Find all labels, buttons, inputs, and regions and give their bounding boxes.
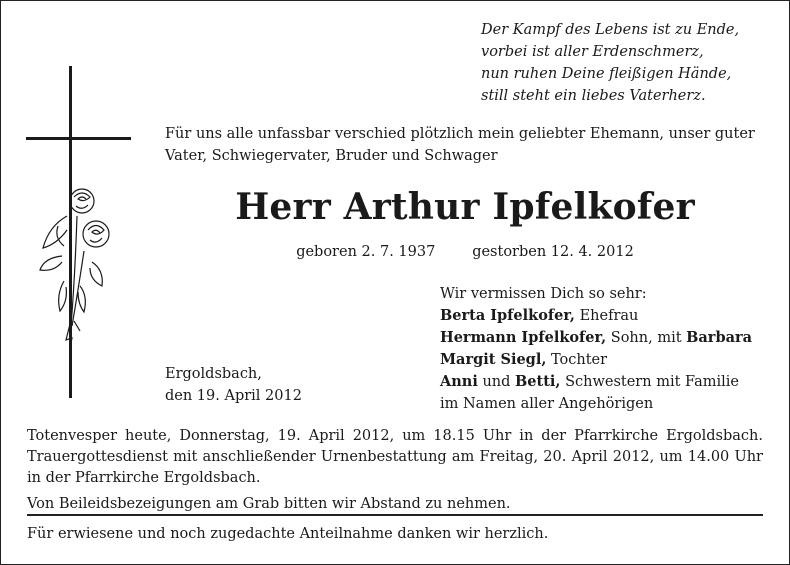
poem	[481, 19, 771, 107]
mourner-relation: Schwestern mit Familie	[560, 374, 739, 390]
mourner-relation: Tochter	[546, 352, 608, 368]
thanks-text: Für erwiesene und noch zugedachte Anteilnahme danken wir herzlich.	[27, 526, 549, 542]
service-text: Totenvesper heute, Donnerstag, 19. April 2012, um 18.15 Uhr in der Pfarrkirche Ergoldsbach. Trauergottesdienst mit anschließender Urnenbestattung am Freitag, 20. April 2012, um 14.00 Uhr in der Pfarrkirche Ergoldsbach.	[27, 428, 763, 486]
mourner-name: Barbara	[686, 329, 753, 346]
divider	[27, 514, 763, 516]
mourner-name: Hermann Ipfelkofer,	[440, 329, 607, 346]
mourner-line	[440, 327, 770, 349]
poem-line: nun ruhen Deine fleißigen Hände,	[481, 66, 732, 82]
life-dates	[165, 241, 765, 263]
mourner-line	[440, 305, 770, 327]
mourner-line: im Namen aller Angehörigen	[440, 396, 654, 412]
birth-date: geboren 2. 7. 1937	[296, 244, 436, 260]
death-date: gestorben 12. 4. 2012	[472, 244, 634, 260]
mourner-relation: Sohn, mit	[606, 330, 687, 346]
mourner-conjunction: und	[477, 374, 516, 390]
date: den 19. April 2012	[165, 388, 302, 404]
condolence-text: Von Beileidsbezeigungen am Grab bitten wir Abstand zu nehmen.	[27, 496, 511, 512]
mourner-line	[440, 371, 770, 393]
mourner-name: Betti,	[515, 373, 561, 390]
intro-text: Für uns alle unfassbar verschied plötzlich mein geliebter Ehemann, unser guter Vater, Schwiegervater, Bruder und Schwager	[165, 126, 755, 164]
mourners-heading: Wir vermissen Dich so sehr:	[440, 286, 647, 302]
poem-line: still steht ein liebes Vaterherz.	[481, 88, 706, 104]
mourner-name: Margit Siegl,	[440, 351, 547, 368]
mourner-relation: Ehefrau	[574, 308, 639, 324]
cross-with-roses-icon	[22, 66, 132, 406]
mourners-list	[440, 283, 770, 415]
poem-line: Der Kampf des Lebens ist zu Ende,	[481, 22, 740, 38]
service-notice	[27, 426, 763, 515]
mourner-line	[440, 349, 770, 371]
poem-line: vorbei ist aller Erdenschmerz,	[481, 44, 704, 60]
place-date	[165, 363, 302, 407]
place: Ergoldsbach,	[165, 366, 262, 382]
mourner-name: Berta Ipfelkofer,	[440, 307, 575, 324]
mourner-name: Anni	[440, 373, 478, 390]
deceased-name: Herr Arthur Ipfelkofer	[235, 186, 695, 228]
